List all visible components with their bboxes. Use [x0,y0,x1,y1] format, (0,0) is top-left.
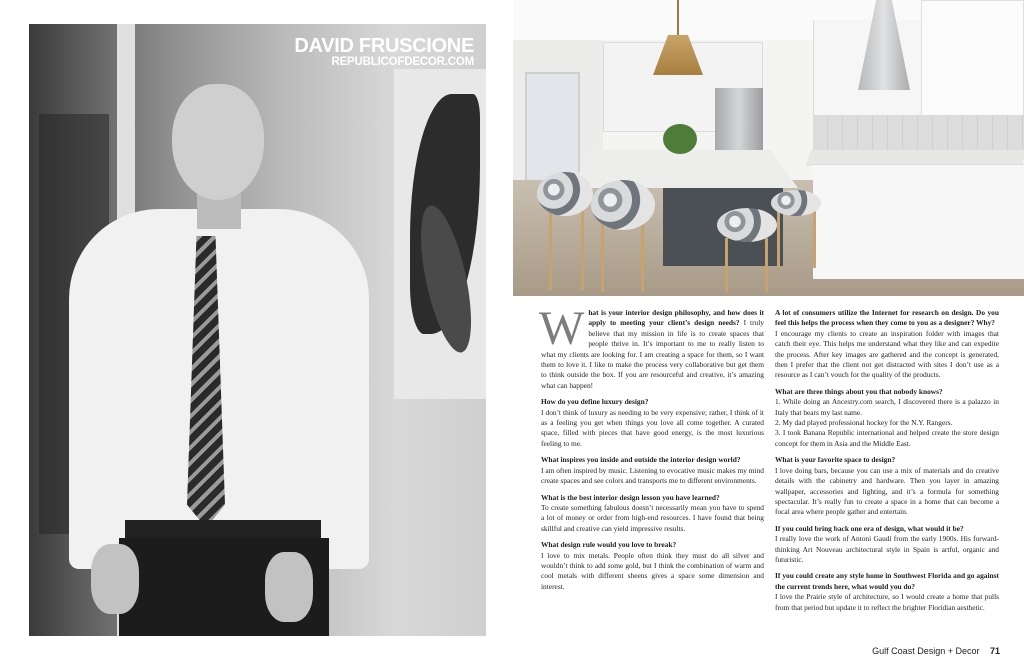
article-column-right [775,308,999,619]
answer: I really love the work of Antoni Gaudí from the early 1900s. His forward-thinking Art Nouveau architectural style in Spain is artful, organic and futuristic. [775,534,999,564]
article-intro [539,302,764,391]
question: A lot of consumers utilize the Internet for research on design. Do you feel this helps the process when they come to you as a designer? Why? [775,308,999,328]
figure-head [172,84,264,200]
figure-belt [125,520,321,540]
answer: 1. While doing an Ancestry.com search, I discovered there is a palazzo in Italy that bears my last name. [775,397,999,417]
answer: 3. I took Banana Republic international and helped create the store design concept for them in Asia and the Middle East. [775,428,999,448]
figure-hand [265,552,313,622]
kitchen-french-door [525,72,580,182]
kitchen-wall-cabinets [921,0,1024,122]
qa-item [775,308,999,381]
question: How do you define luxury design? [541,397,649,407]
drop-cap: W [539,302,585,355]
answer: To create something fabulous doesn’t necessarily mean you have to spend a lot of money or order from high-end resources. I have found that being skillful and creative can yield impressive results. [541,502,764,533]
answer: I am often inspired by music. Listening to evocative music makes my mind create spaces and see colors and transports me to different environments. [541,465,764,486]
qa-item [775,571,999,613]
kitchen-backsplash [813,115,1024,155]
designer-name: DAVID FRUSCIONE [294,35,474,57]
question: If you could bring back one era of design, what would it be? [775,523,964,533]
kitchen-island-countertop [568,150,798,188]
qa-item [775,524,999,566]
kitchen-plant [663,124,697,154]
designer-website: REPUBLICOFDECOR.COM [331,56,474,68]
stool-leg [765,238,768,292]
qa-item [541,493,764,535]
qa-item [541,455,764,486]
qa-item [541,397,764,449]
designer-portrait-photo [29,24,486,636]
stool-leg [581,208,584,290]
answer: 2. My dad played professional hockey for the N.Y. Rangers. [775,418,953,428]
intro-answer: I truly believe that my mission in life is to create spaces that people thrive in. It’s important to me to really listen to what my clients are looking for. I am creating a space for them, so I want them to love it. I like to make the process very collaborative but get them to think outside the box. If you are resourceful and creative, it’s amazing what can happen! [541,318,764,390]
stool-leg [777,210,780,268]
page-number: 71 [989,646,1000,656]
stool-leg [813,210,816,268]
question: What are three things about you that nobody knows? [775,386,943,396]
stool-leg [549,208,552,290]
intro-question: hat is your interior design philosophy, and how does it apply to meeting your client’s design needs? [588,308,764,328]
question: What design rule would you love to break? [541,540,677,550]
bar-stool [537,172,593,216]
answer: I don’t think of luxury as needing to be very expensive; rather, I think of it as a feeling you get when things you love all come together. A curated space, filled with pieces that have good energy, is the most luxurious feeling to me. [541,407,764,448]
kitchen-photo [513,0,1024,296]
qa-item [541,540,764,592]
bar-stool [591,180,655,230]
publication-name: Gulf Coast Design + Decor [872,646,980,656]
answer: I love to mix metals. People often think they must do all silver and wouldn’t think to add some gold, but I think the combination of warm and cool metals with different sheens gives a space some dimension and interest. [541,550,764,591]
qa-item [775,455,999,517]
figure-hand [91,544,139,614]
question: If you could create any style home in Southwest Florida and go against the current trends here, what would you do? [775,571,999,591]
bar-stool [717,208,777,242]
article-column-left [539,302,764,598]
page-footer [872,646,1000,656]
question: What is your favorite space to design? [775,455,896,465]
kitchen-lower-cabinets [813,164,1024,279]
answer: I love doing bars, because you can use a mix of materials and do creative details with the cabinetry and hardware. Then you layer in amazing wallpaper, accessories and lighting, and it’s a formula for something spectacular. It’s really fun to create a space in a home that can become a focal area where people gather and entertain. [775,465,999,517]
question: What is the best interior design lesson you have learned? [541,492,720,502]
bar-stool [771,190,821,216]
stool-leg [725,238,728,292]
pendant-light-wire [677,0,679,38]
pendant-light [653,35,703,75]
question: What inspires you inside and outside the interior design world? [541,455,741,465]
answer: I encourage my clients to create an inspiration folder with images that catch their eye. This helps me understand what they like and can expedite the process. After key images are gathered and the concept is generated, then I prefer that the client not get distracted with sites I don’t use as a resource as I can’t vouch for the quality of the products. [775,328,999,380]
stool-leg [601,222,604,292]
kitchen-refrigerator [715,88,763,158]
stool-leg [641,222,644,292]
qa-item [775,387,999,449]
answer: I love the Prairie style of architecture, so I would create a home that pulls from that period but update it to reflect the brighter Floridian aesthetic. [775,592,999,612]
